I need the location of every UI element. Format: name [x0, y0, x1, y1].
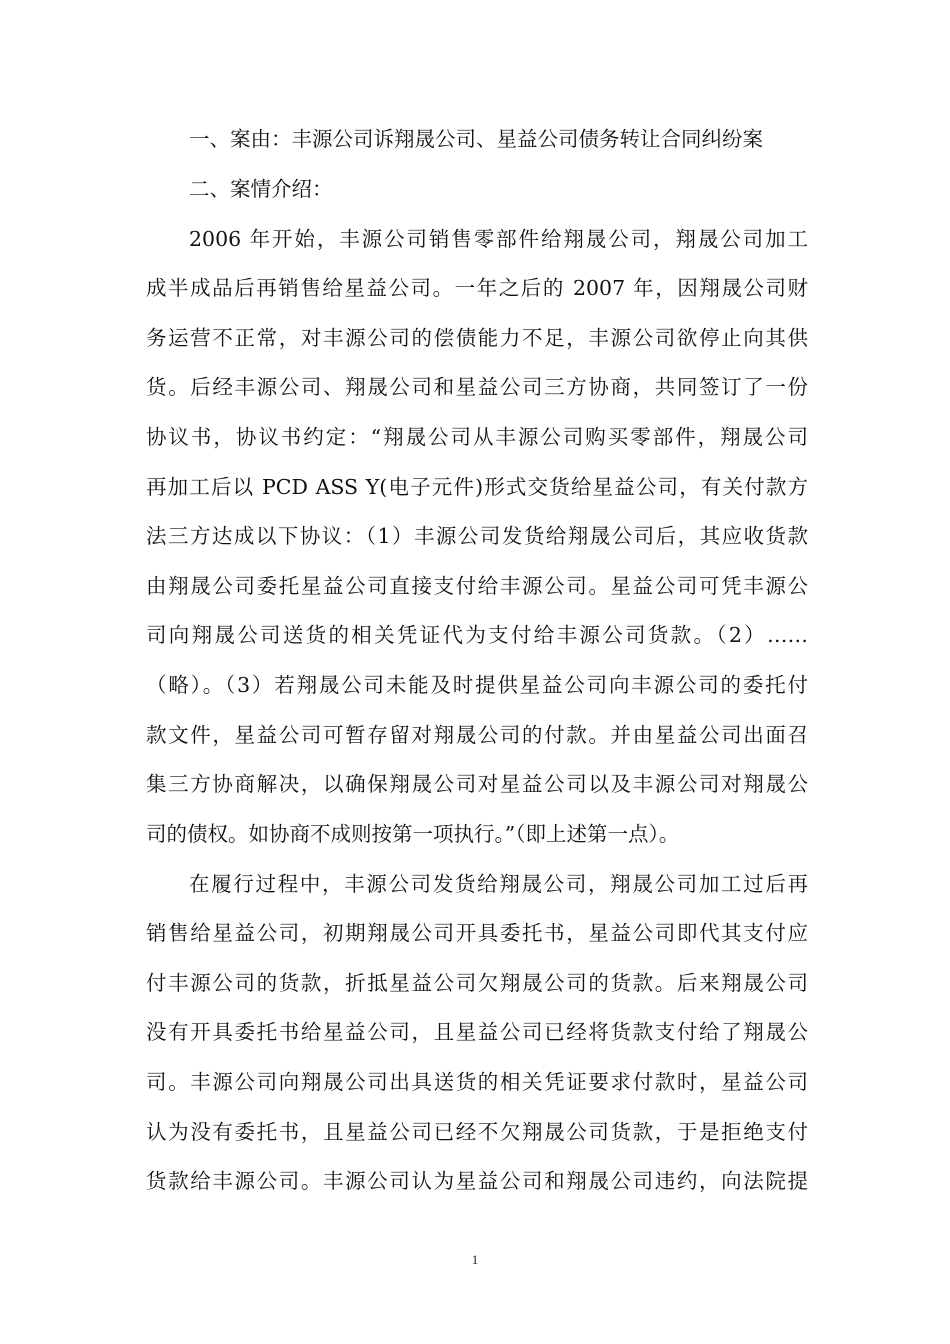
paragraph-line: 认为没有委托书，且星益公司已经不欠翔晟公司货款，于是拒绝支付 [146, 1120, 808, 1144]
paragraph-line: 司。丰源公司向翔晟公司出具送货的相关凭证要求付款时，星益公司 [146, 1070, 808, 1094]
paragraph-line: 司向翔晟公司送货的相关凭证代为支付给丰源公司货款。（2）…… [146, 623, 808, 647]
case-title-heading: 一、案由：丰源公司诉翔晟公司、星益公司债务转让合同纠纷案 [189, 127, 763, 151]
paragraph-line: 货。后经丰源公司、翔晟公司和星益公司三方协商，共同签订了一份 [146, 375, 808, 399]
paragraph-line: 集三方协商解决，以确保翔晟公司对星益公司以及丰源公司对翔晟公 [146, 772, 808, 796]
paragraph-line: 款文件，星益公司可暂存留对翔晟公司的付款。并由星益公司出面召 [146, 723, 808, 747]
paragraph-line: 再加工后以 PCD ASS Y(电子元件)形式交货给星益公司，有关付款方 [146, 475, 808, 499]
paragraph-line: （略）。（3）若翔晟公司未能及时提供星益公司向丰源公司的委托付 [146, 673, 808, 697]
paragraph-line: 法三方达成以下协议：（1）丰源公司发货给翔晟公司后，其应收货款 [146, 524, 808, 548]
paragraph-line: 协议书，协议书约定：“翔晟公司从丰源公司购买零部件，翔晟公司 [146, 425, 808, 449]
paragraph-line: 在履行过程中，丰源公司发货给翔晟公司，翔晟公司加工过后再 [189, 872, 808, 896]
paragraph-line: 2006 年开始，丰源公司销售零部件给翔晟公司，翔晟公司加工 [189, 227, 808, 251]
paragraph-line: 成半成品后再销售给星益公司。一年之后的 2007 年，因翔晟公司财 [146, 276, 808, 300]
paragraph-line: 付丰源公司的货款，折抵星益公司欠翔晟公司的货款。后来翔晟公司 [146, 971, 808, 995]
paragraph-line: 货款给丰源公司。丰源公司认为星益公司和翔晟公司违约，向法院提 [146, 1169, 808, 1193]
paragraph-line: 没有开具委托书给星益公司，且星益公司已经将货款支付给了翔晟公 [146, 1020, 808, 1044]
paragraph-line: 销售给星益公司，初期翔晟公司开具委托书，星益公司即代其支付应 [146, 921, 808, 945]
paragraph-line: 司的债权。如协商不成则按第一项执行。”（即上述第一点）。 [146, 822, 680, 846]
case-intro-heading: 二、案情介绍： [189, 177, 333, 201]
page-number: 1 [471, 1252, 479, 1267]
paragraph-line: 由翔晟公司委托星益公司直接支付给丰源公司。星益公司可凭丰源公 [146, 574, 808, 598]
paragraph-line: 务运营不正常，对丰源公司的偿债能力不足，丰源公司欲停止向其供 [146, 326, 808, 350]
